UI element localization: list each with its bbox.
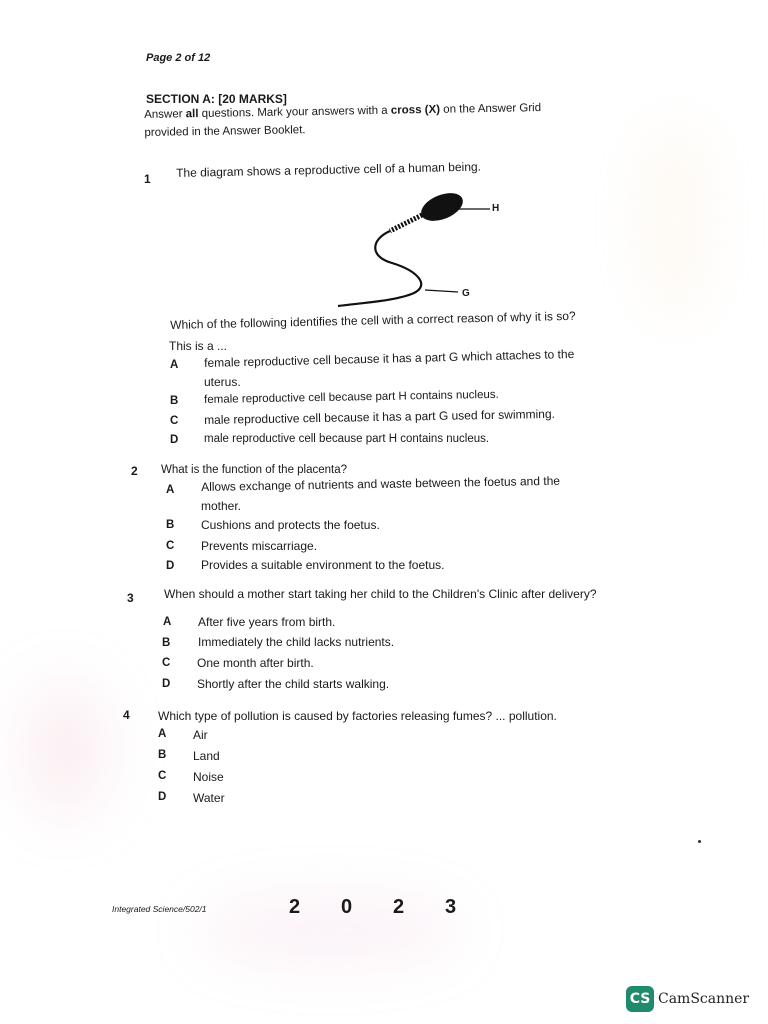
camscanner-watermark	[626, 986, 749, 1012]
option-letter: B	[170, 395, 179, 407]
option-text: Shortly after the child starts walking.	[197, 677, 390, 691]
option-letter: B	[162, 637, 171, 649]
option-text: Cushions and protects the foetus.	[201, 518, 380, 532]
year-digit: 3	[445, 896, 457, 918]
option-letter: C	[166, 540, 175, 552]
sperm-midpiece	[390, 215, 422, 231]
question-number: 4	[123, 708, 130, 722]
paper-code: Integrated Science/502/1	[112, 904, 207, 914]
camscanner-text: CamScanner	[658, 991, 750, 1007]
option-text-2: mother.	[201, 499, 242, 513]
option-letter: D	[162, 678, 171, 690]
label-g: G	[462, 288, 470, 299]
option-text: Air	[193, 728, 208, 742]
sperm-head	[417, 188, 467, 227]
option-text: After five years from birth.	[198, 615, 336, 629]
option-text: Allows exchange of nutrients and waste between the foetus and the	[201, 473, 561, 494]
question-number: 2	[131, 464, 138, 478]
instructions: Answer all questions. Mark your answers with a cross (X) on the Answer Grid provided in the Answer Booklet.	[144, 102, 542, 139]
label-h: H	[492, 203, 500, 214]
option-letter: D	[170, 434, 179, 446]
question-text: The diagram shows a reproductive cell of a human being.	[176, 159, 482, 180]
option-text: Land	[193, 749, 220, 763]
option-text: female reproductive cell because part H contains nucleus.	[204, 388, 499, 406]
option-letter: B	[158, 749, 167, 761]
option-letter: A	[166, 484, 175, 496]
question-followup: Which of the following identifies the cell with a correct reason of why it is so?	[170, 308, 576, 332]
question-text: When should a mother start taking her child to the Children's Clinic after delivery?	[164, 587, 597, 601]
option-text: Water	[193, 791, 225, 805]
option-letter: D	[158, 791, 167, 803]
option-letter: C	[162, 657, 171, 669]
year-digit: 0	[341, 896, 353, 918]
option-letter: B	[166, 519, 175, 531]
option-text: Immediately the child lacks nutrients.	[198, 635, 395, 649]
option-text: Prevents miscarriage.	[201, 539, 318, 553]
page-number: Page 2 of 12	[146, 52, 211, 64]
option-text: male reproductive cell because part H contains nucleus.	[204, 433, 490, 445]
question-number: 3	[127, 591, 134, 605]
option-letter: C	[158, 770, 167, 782]
option-letter: A	[158, 728, 167, 740]
camscanner-logo-icon: CS	[626, 986, 654, 1012]
question-text: Which type of pollution is caused by factories releasing fumes? ... pollution.	[158, 709, 557, 723]
option-letter: D	[166, 560, 175, 572]
option-letter: C	[170, 415, 179, 427]
option-letter: A	[163, 616, 172, 628]
section-title: SECTION A: [20 MARKS]	[146, 92, 287, 106]
sperm-cell-diagram	[330, 185, 510, 310]
option-text: One month after birth.	[197, 656, 314, 670]
question-followup-2: This is a ...	[169, 339, 228, 353]
speck	[698, 840, 701, 843]
option-text: Noise	[193, 770, 224, 784]
option-letter: A	[170, 359, 179, 371]
option-text-2: uterus.	[204, 375, 241, 389]
option-text: male reproductive cell because it has a part G used for swimming.	[204, 406, 556, 427]
exam-year	[289, 896, 497, 919]
year-digit: 2	[289, 896, 301, 918]
question-text: What is the function of the placenta?	[161, 464, 348, 476]
sperm-tail	[338, 231, 421, 306]
question-number: 1	[144, 172, 151, 186]
option-text: Provides a suitable environment to the foetus.	[201, 558, 445, 572]
year-digit: 2	[393, 896, 405, 918]
label-line-g	[425, 290, 458, 292]
option-text: female reproductive cell because it has a part G which attaches to the	[204, 346, 575, 370]
